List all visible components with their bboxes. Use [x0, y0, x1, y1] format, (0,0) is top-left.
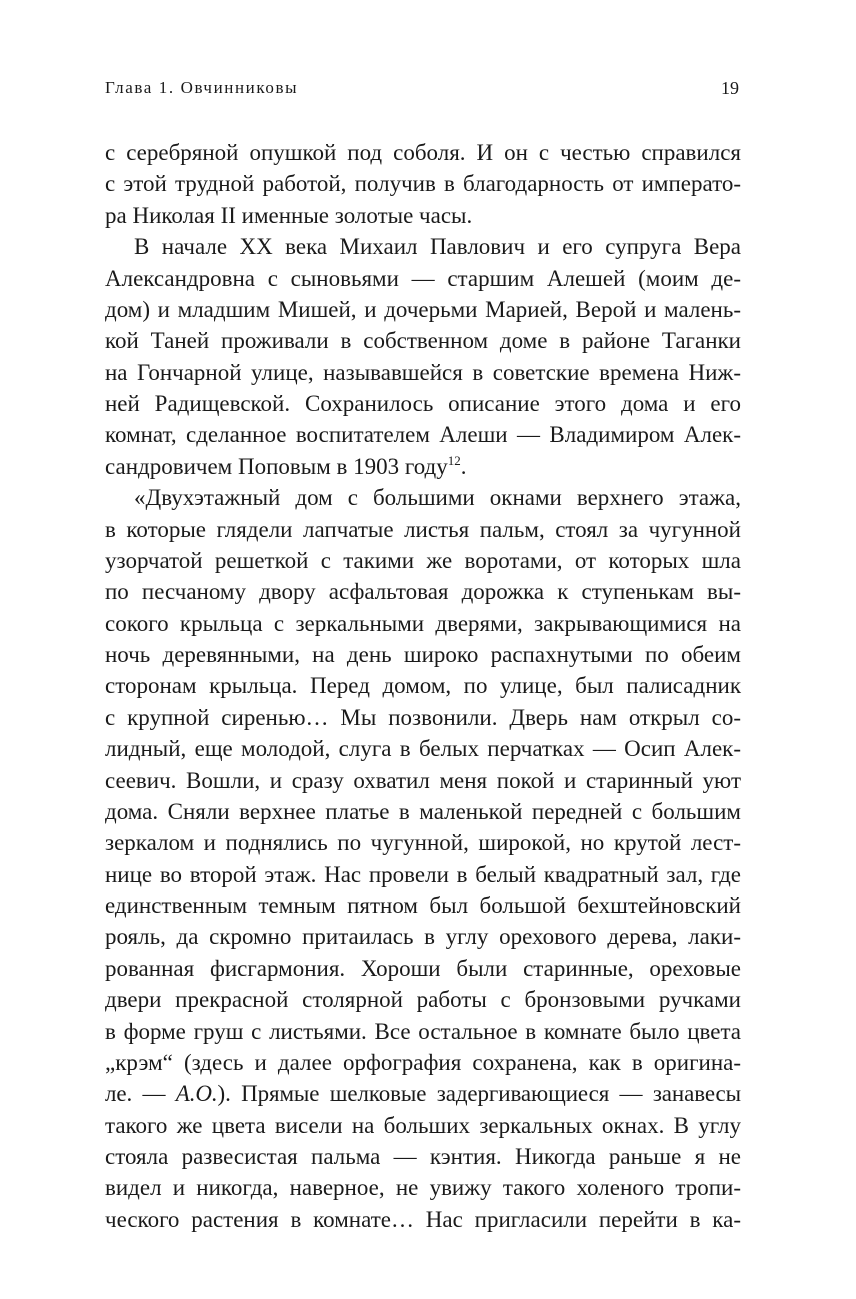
page-number: 19	[721, 78, 739, 98]
editor-initials: А.О.	[175, 1081, 218, 1107]
running-header	[105, 76, 741, 100]
text-line: зеркалом и поднялись по чугунной, широкой, но крутой лест-	[105, 830, 741, 856]
text-line: единственным темным пятном был большой бехштейновский	[105, 893, 741, 918]
text-line: сторонам крыльца. Перед домом, по улице, был палисадник	[105, 673, 741, 699]
text-line: нице во второй этаж. Нас провели в белый квадратный зал, где	[105, 861, 741, 887]
footnote-marker: 12	[447, 452, 461, 468]
text-line: ческого растения в комнате… Нас пригласили перейти в ка-	[105, 1206, 741, 1232]
text-line: сеевич. Вошли, и сразу охватил меня покой и старинный уют	[105, 767, 741, 793]
text-line: дома. Сняли верхнее платье в маленькой передней с большим	[105, 798, 741, 824]
text-line: стояла развесистая пальма — кэнтия. Никогда раньше я не	[105, 1144, 741, 1169]
text-segment: сандровичем Поповым в 1903 году	[105, 453, 448, 479]
text-line	[105, 1078, 741, 1109]
text-line: по песчаному двору асфальтовая дорожка к ступенькам вы-	[105, 579, 741, 605]
text-line: такого же цвета висели на больших зеркальных окнах. В углу	[105, 1112, 741, 1138]
body-text	[105, 137, 741, 1235]
text-line: с крупной сиренью… Мы позвонили. Дверь нам открыл со-	[105, 704, 741, 730]
text-line: лидный, еще молодой, слуга в белых перчатках — Осип Алек-	[105, 736, 741, 762]
text-line: в которые глядели лапчатые листья пальм, стоял за чугунной	[105, 516, 741, 542]
text-line: сокого крыльца с зеркальными дверями, закрывающимися на	[105, 610, 741, 636]
text-line: на Гончарной улице, называвшейся в советские времена Ниж-	[105, 359, 741, 385]
text-line: рояль, да скромно притаилась в углу орехового дерева, лаки-	[105, 924, 741, 950]
text-segment: ). Прямые шелковые задергивающиеся — занавесы	[217, 1081, 741, 1107]
text-line: узорчатой решеткой с такими же воротами, от которых шла	[105, 547, 741, 573]
text-line: ра Николая II именные золотые часы.	[105, 202, 473, 228]
text-line: дом) и младшим Мишей, и дочерьми Марией, Верой и малень-	[105, 296, 741, 322]
text-line: ночь деревянными, на день широко распахнутыми по обеим	[105, 642, 741, 667]
text-line: видел и никогда, наверное, не увижу такого холеного тропи-	[105, 1175, 741, 1201]
text-line: комнат, сделанное воспитателем Алеши — Владимиром Алек-	[105, 422, 741, 448]
text-line: Александровна с сыновьями — старшим Алешей (моим де-	[105, 265, 741, 291]
text-line: с серебряной опушкой под соболя. И он с честью справился	[105, 140, 741, 165]
text-line	[105, 451, 741, 482]
text-line: рованная фисгармония. Хороши были старинные, ореховые	[105, 955, 741, 981]
text-segment: ле. —	[105, 1081, 176, 1107]
text-line: ней Радищевской. Сохранилось описание этого дома и его	[105, 391, 741, 416]
text-line: с этой трудной работой, получив в благодарность от императо-	[105, 171, 741, 197]
text-line: кой Таней проживали в собственном доме в районе Таганки	[105, 328, 741, 354]
text-segment: .	[460, 453, 467, 479]
text-line: „крэм“ (здесь и далее орфография сохранена, как в оригина-	[105, 1049, 741, 1075]
chapter-title: Глава 1. Овчинниковы	[105, 78, 299, 97]
text-line: двери прекрасной столярной работы с бронзовыми ручками	[105, 987, 741, 1013]
text-line: В начале XX века Михаил Павлович и его супруга Вера	[134, 234, 741, 260]
text-line: в форме груш с листьями. Все остальное в комнате было цвета	[105, 1018, 741, 1044]
text-line: «Двухэтажный дом с большими окнами верхнего этажа,	[134, 485, 741, 511]
